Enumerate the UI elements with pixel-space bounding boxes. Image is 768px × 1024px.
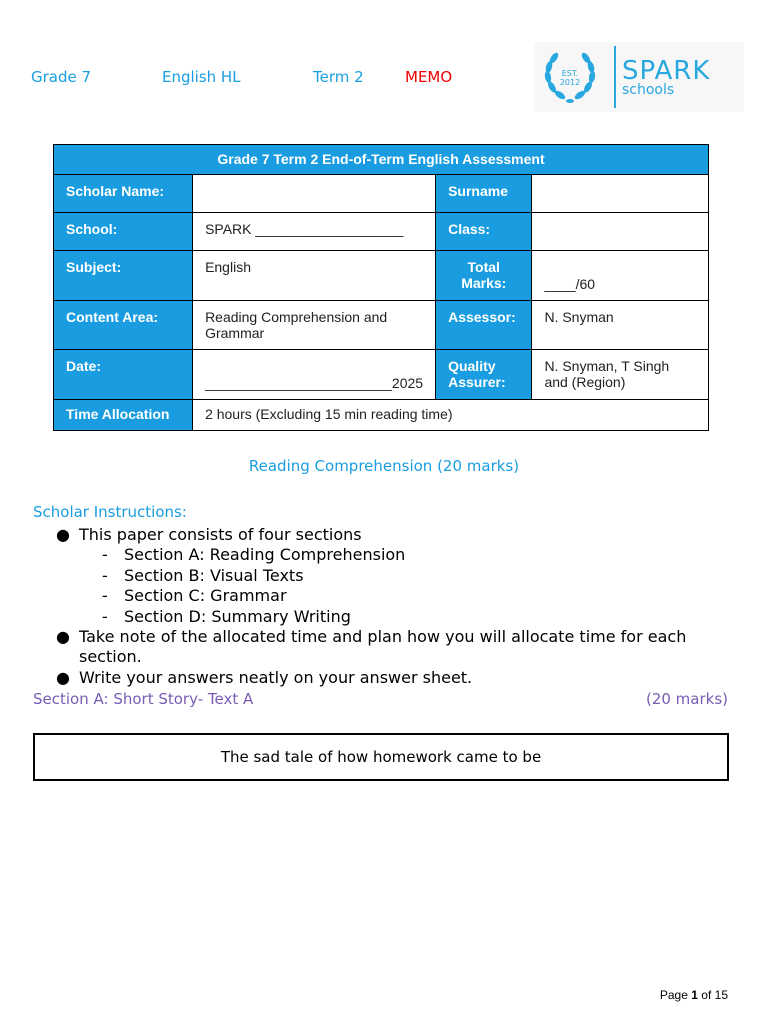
quality-assurer-value: N. Snyman, T Singh and (Region) [532,350,709,400]
instruction-bullet-1: This paper consists of four sections [79,525,362,544]
page-word: Page [659,988,688,1002]
logo-year: 2012 [559,78,581,87]
total-marks-label: Total Marks: [436,251,532,301]
section-b-item: Section B: Visual Texts [124,565,304,585]
assessor-label: Assessor: [436,301,532,350]
spark-schools-logo [534,42,744,112]
logo-divider [614,46,616,108]
section-d-item: Section D: Summary Writing [124,606,351,626]
table-title: Grade 7 Term 2 End-of-Term English Assessment [54,145,709,175]
time-allocation-label: Time Allocation [54,400,193,431]
content-area-label: Content Area: [54,301,193,350]
dash-icon: - [102,545,108,565]
of-word: of [701,988,712,1002]
page-number [660,988,728,1002]
scholar-name-value [193,175,436,213]
laurel-seal-icon [542,47,598,107]
date-value: ________________________2025 [193,350,436,400]
school-label: School: [54,213,193,251]
logo-brand-spark: SPARK [622,56,711,86]
list-item [56,668,736,688]
memo-label: MEMO [405,68,453,86]
list-item [56,525,736,545]
logo-est: EST. [561,69,579,78]
page-current: 1 [691,988,698,1002]
subject-value: English [193,251,436,301]
instructions-list [56,525,736,688]
surname-label: Surname [436,175,532,213]
reading-comprehension-title: Reading Comprehension (20 marks) [248,457,520,475]
list-item [56,566,736,586]
assessment-info-table [53,144,709,431]
list-item [56,545,736,565]
section-a-title: Section A: Short Story- Text A [33,690,254,708]
section-c-item: Section C: Grammar [124,586,287,606]
bullet-icon: ● [56,627,70,647]
dash-icon: - [102,586,108,606]
list-item [56,607,736,627]
class-value [532,213,709,251]
bullet-icon: ● [56,525,70,544]
instruction-bullet-3: Write your answers neatly on your answer sheet. [79,667,473,687]
list-item [56,586,736,606]
logo-brand-schools: schools [622,82,675,98]
assessor-value: N. Snyman [532,301,709,350]
grade-label: Grade 7 [31,68,92,86]
surname-value [532,175,709,213]
subject-label-cell: Subject: [54,251,193,301]
list-item [56,627,736,668]
section-a-item: Section A: Reading Comprehension [124,545,406,565]
page-total: 15 [714,988,728,1002]
instructions-title: Scholar Instructions: [33,503,187,521]
bullet-icon: ● [56,667,70,687]
content-area-value: Reading Comprehension and Grammar [193,301,436,350]
school-value: SPARK ___________________ [193,213,436,251]
dash-icon: - [102,565,108,585]
section-a-marks: (20 marks) [645,690,728,708]
instruction-bullet-2: Take note of the allocated time and plan how you will allocate time for each section. [79,627,687,667]
class-label: Class: [436,213,532,251]
total-marks-value: ____/60 [532,251,709,301]
story-title-box: The sad tale of how homework came to be [33,733,729,781]
subject-label: English HL [162,68,241,86]
scholar-name-label: Scholar Name: [54,175,193,213]
dash-icon: - [102,606,108,626]
term-label: Term 2 [313,68,364,86]
date-label: Date: [54,350,193,400]
quality-assurer-label: Quality Assurer: [436,350,532,400]
time-allocation-value: 2 hours (Excluding 15 min reading time) [193,400,709,431]
